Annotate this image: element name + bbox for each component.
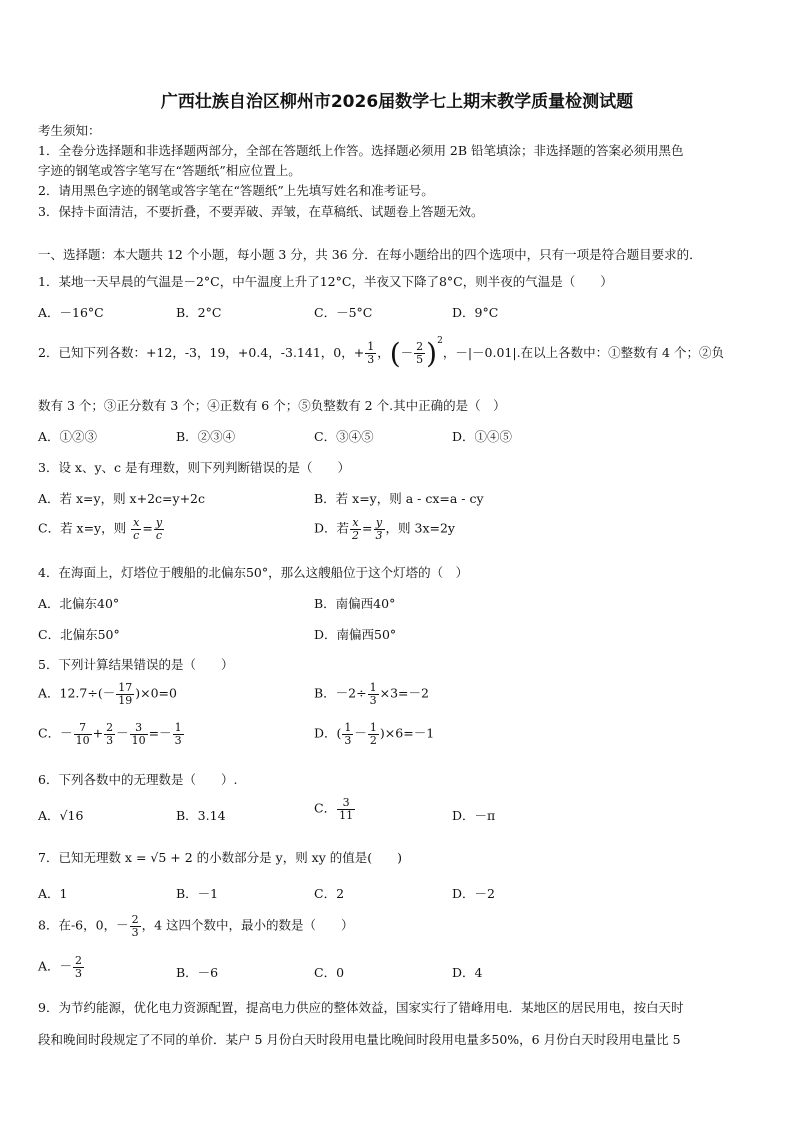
q2-fraction-1 xyxy=(365,341,376,365)
q8-stem-pre: 8．在-6，0，－ xyxy=(38,917,129,933)
q5-d-n2: 1 xyxy=(369,721,377,734)
q5-c-frac-4 xyxy=(173,722,184,746)
question-6-stem: 6．下列各数中的无理数是（ ）. xyxy=(38,772,238,787)
q7-option-b[interactable]: B．－1 xyxy=(176,886,219,901)
q2-stem-a: 2．已知下列各数：+12，-3，19，+0.4，-3.141，0，+ xyxy=(38,345,365,360)
q8-option-a[interactable] xyxy=(38,955,85,979)
q5-option-d[interactable] xyxy=(314,722,434,746)
q8-a-num: 2 xyxy=(75,954,83,967)
q3-d-eq: = xyxy=(362,520,373,536)
q5-d-pre: D．( xyxy=(314,725,342,741)
q1-option-d[interactable]: D．9°C xyxy=(452,305,499,320)
q5-d-frac-1 xyxy=(342,722,353,746)
q3-c-frac-1 xyxy=(131,517,141,541)
question-3-stem: 3．设 x、y、c 是有理数，则下列判断错误的是（ ） xyxy=(38,460,351,475)
q3-c-eq: = xyxy=(142,520,153,536)
q5-c-frac-1 xyxy=(74,722,92,746)
q2-option-c[interactable]: C．③④⑤ xyxy=(314,429,374,444)
q2-option-a[interactable]: A．①②③ xyxy=(38,429,98,444)
q6-option-d[interactable]: D．－π xyxy=(452,808,496,823)
q5-d-frac-2 xyxy=(368,722,379,746)
q5-c-frac-3 xyxy=(130,722,148,746)
q5-c-d1: 10 xyxy=(75,733,90,747)
q6-c-den: 11 xyxy=(339,808,354,822)
q5-c-op3: =－ xyxy=(148,725,172,741)
q6-c-num: 3 xyxy=(337,797,355,810)
notice-item-3: 3．保持卡面清洁，不要折叠，不要弄破、弄皱，在草稿纸、试题卷上答题无效。 xyxy=(38,204,484,219)
q5-d-d1: 3 xyxy=(344,733,352,747)
q8-stem-frac xyxy=(130,914,141,938)
q2-sep: ， xyxy=(377,345,390,360)
q5-option-b[interactable] xyxy=(314,682,429,706)
q2-f1-den: 3 xyxy=(367,353,375,366)
q5-c-d4: 3 xyxy=(174,733,182,747)
page-title: 广西壮族自治区柳州市2026届数学七上期末教学质量检测试题 xyxy=(160,92,634,112)
question-7-stem: 7．已知无理数 x = √5 + 2 的小数部分是 y，则 xy 的值是( ) xyxy=(38,850,403,865)
q2-f2-den: 5 xyxy=(416,353,424,366)
q3-c-d2: c xyxy=(155,528,162,542)
q3-c-frac-2 xyxy=(154,517,164,541)
q5-a-frac xyxy=(116,682,134,706)
q5-a-num: 17 xyxy=(118,681,133,694)
q5-c-n4: 1 xyxy=(174,721,182,734)
question-5-stem: 5．下列计算结果错误的是（ ） xyxy=(38,657,234,672)
q8-a-den: 3 xyxy=(75,966,83,980)
q3-d-post: ，则 3x=2y xyxy=(385,520,455,536)
q5-c-op1: + xyxy=(92,725,104,741)
q3-c-n1: x xyxy=(133,516,140,529)
q3-option-d[interactable] xyxy=(314,517,455,541)
q5-c-n2: 2 xyxy=(106,721,114,734)
q5-c-frac-2 xyxy=(104,722,115,746)
q8-den: 3 xyxy=(131,925,139,939)
q5-b-num: 1 xyxy=(369,681,377,694)
q3-c-pre: C．若 x=y，则 xyxy=(38,520,127,536)
q4-option-b[interactable]: B．南偏西40° xyxy=(314,596,396,611)
question-2-stem: 2．已知下列各数：+12，-3，19，+0.4，-3.141，0，+ $\frac{1}{3}$ ，(－ $\frac{2}{5}$ )$^2$，－|－0.01|.在以上各数中：①整数有 4 个；②负 xyxy=(38,336,724,370)
q8-a-pre: A．－ xyxy=(38,958,73,974)
q2-open-paren: ( xyxy=(389,337,401,370)
q5-d-post: )×6=－1 xyxy=(379,725,435,741)
q3-c-d1: c xyxy=(133,528,140,542)
q7-option-d[interactable]: D．－2 xyxy=(452,886,495,901)
q2-f1-num: 1 xyxy=(367,340,375,354)
q2-close-paren: ) xyxy=(426,337,438,370)
question-9-line-1: 9．为节约能源，优化电力资源配置，提高电力供应的整体效益，国家实行了错峰用电．某地区的居民用电，按白天时 xyxy=(38,1000,684,1015)
q5-c-n1: 7 xyxy=(74,722,92,735)
q8-stem-post: ，4 这四个数中，最小的数是（ ） xyxy=(141,917,354,933)
q2-option-b[interactable]: B．②③④ xyxy=(176,429,236,444)
notice-item-2: 2．请用黑色字迹的钢笔或答字笔在“答题纸”上先填写姓名和准考证号。 xyxy=(38,183,434,198)
q6-option-c[interactable] xyxy=(314,797,356,821)
q4-option-c[interactable]: C．北偏东50° xyxy=(38,627,120,642)
q3-d-n1: x xyxy=(350,517,361,530)
question-2-stem-b: 数有 3 个；③正分数有 3 个；④正数有 6 个；⑤负整数有 2 个.其中正确的是（ ） xyxy=(38,398,506,413)
q3-d-frac-2 xyxy=(374,517,385,541)
q4-option-a[interactable]: A．北偏东40° xyxy=(38,596,120,611)
q2-exponent: 2 xyxy=(437,336,443,346)
q8-num: 2 xyxy=(131,913,139,926)
notice-item-1-cont: 字迹的钢笔或答字笔写在“答题纸”相应位置上。 xyxy=(38,163,301,178)
q5-b-pre: B．－2÷ xyxy=(314,685,367,701)
q1-option-c[interactable]: C．－5°C xyxy=(314,305,373,320)
notice-header: 考生须知： xyxy=(38,123,101,138)
q8-option-b[interactable]: B．－6 xyxy=(176,965,219,980)
q3-option-a[interactable]: A．若 x=y，则 x+2c=y+2c xyxy=(38,491,205,506)
q7-option-a[interactable]: A．1 xyxy=(38,886,68,901)
q6-c-pre: C． xyxy=(314,800,337,816)
q3-d-d1: 2 xyxy=(352,528,360,542)
q5-d-d2: 2 xyxy=(369,733,377,747)
q3-option-c[interactable] xyxy=(38,517,165,541)
q3-d-n2: y xyxy=(374,517,385,530)
question-9-line-2: 段和晚间时段规定了不同的单价．某户 5 月份白天时段用电量比晚间时段用电量多50%，6 月份白天时段用电量比 5 xyxy=(38,1032,681,1047)
question-8-stem xyxy=(38,914,354,938)
q5-d-n1: 1 xyxy=(344,721,352,734)
q3-d-frac-1 xyxy=(350,517,361,541)
q8-a-frac xyxy=(73,955,84,979)
q5-c-op2: － xyxy=(116,725,129,741)
q3-d-d2: 3 xyxy=(375,528,383,542)
q5-b-frac xyxy=(368,682,379,706)
q2-option-d[interactable]: D．①④⑤ xyxy=(452,429,513,444)
section-1-header: 一、选择题：本大题共 12 个小题，每小题 3 分，共 36 分．在每小题给出的四个选项中，只有一项是符合题目要求的． xyxy=(38,247,702,262)
q3-option-b[interactable]: B．若 x=y，则 a - cx=a - cy xyxy=(314,491,484,506)
q5-c-d3: 10 xyxy=(131,733,146,747)
q5-a-post: )×0=0 xyxy=(135,685,177,701)
q5-b-den: 3 xyxy=(369,693,377,707)
q8-option-d[interactable]: D．4 xyxy=(452,965,483,980)
q5-d-op: － xyxy=(354,725,367,741)
q7-option-c[interactable]: C．2 xyxy=(314,886,345,901)
question-1-stem: 1．某地一天早晨的气温是－2°C，中午温度上升了12°C，半夜又下降了8°C，则半夜的气温是（ ） xyxy=(38,274,613,289)
q5-b-post: ×3=－2 xyxy=(379,685,429,701)
q1-option-b[interactable]: B．2°C xyxy=(176,305,222,320)
notice-item-1: 1．全卷分选择题和非选择题两部分，全部在答题纸上作答。选择题必须用 2B 铅笔填涂；非选择题的答案必须用黑色 xyxy=(38,143,684,158)
q5-option-c[interactable] xyxy=(38,722,185,746)
q6-option-b[interactable]: B．3.14 xyxy=(176,808,226,823)
q4-option-d[interactable]: D．南偏西50° xyxy=(314,627,397,642)
q5-c-n3: 3 xyxy=(130,722,148,735)
q3-c-n2: y xyxy=(155,516,163,529)
q5-c-pre: C．－ xyxy=(38,725,73,741)
q2-fraction-2 xyxy=(414,341,425,365)
q5-option-a[interactable] xyxy=(38,682,177,706)
q5-a-pre: A．12.7÷(－ xyxy=(38,685,116,701)
question-4-stem: 4．在海面上，灯塔位于艘船的北偏东50°，那么这艘船位于这个灯塔的（ ） xyxy=(38,565,469,580)
q2-f2-num: 2 xyxy=(416,340,424,354)
q3-d-pre: D．若 xyxy=(314,520,350,536)
q6-c-frac xyxy=(337,797,355,821)
q1-option-a[interactable]: A．－16°C xyxy=(38,305,104,320)
q5-a-den: 19 xyxy=(118,693,133,707)
q5-c-d2: 3 xyxy=(106,733,114,747)
q6-option-a[interactable]: A．√16 xyxy=(38,808,84,823)
q2-stem-tail: ，－|－0.01|.在以上各数中：①整数有 4 个；②负 xyxy=(442,345,724,360)
q8-option-c[interactable]: C．0 xyxy=(314,965,345,980)
